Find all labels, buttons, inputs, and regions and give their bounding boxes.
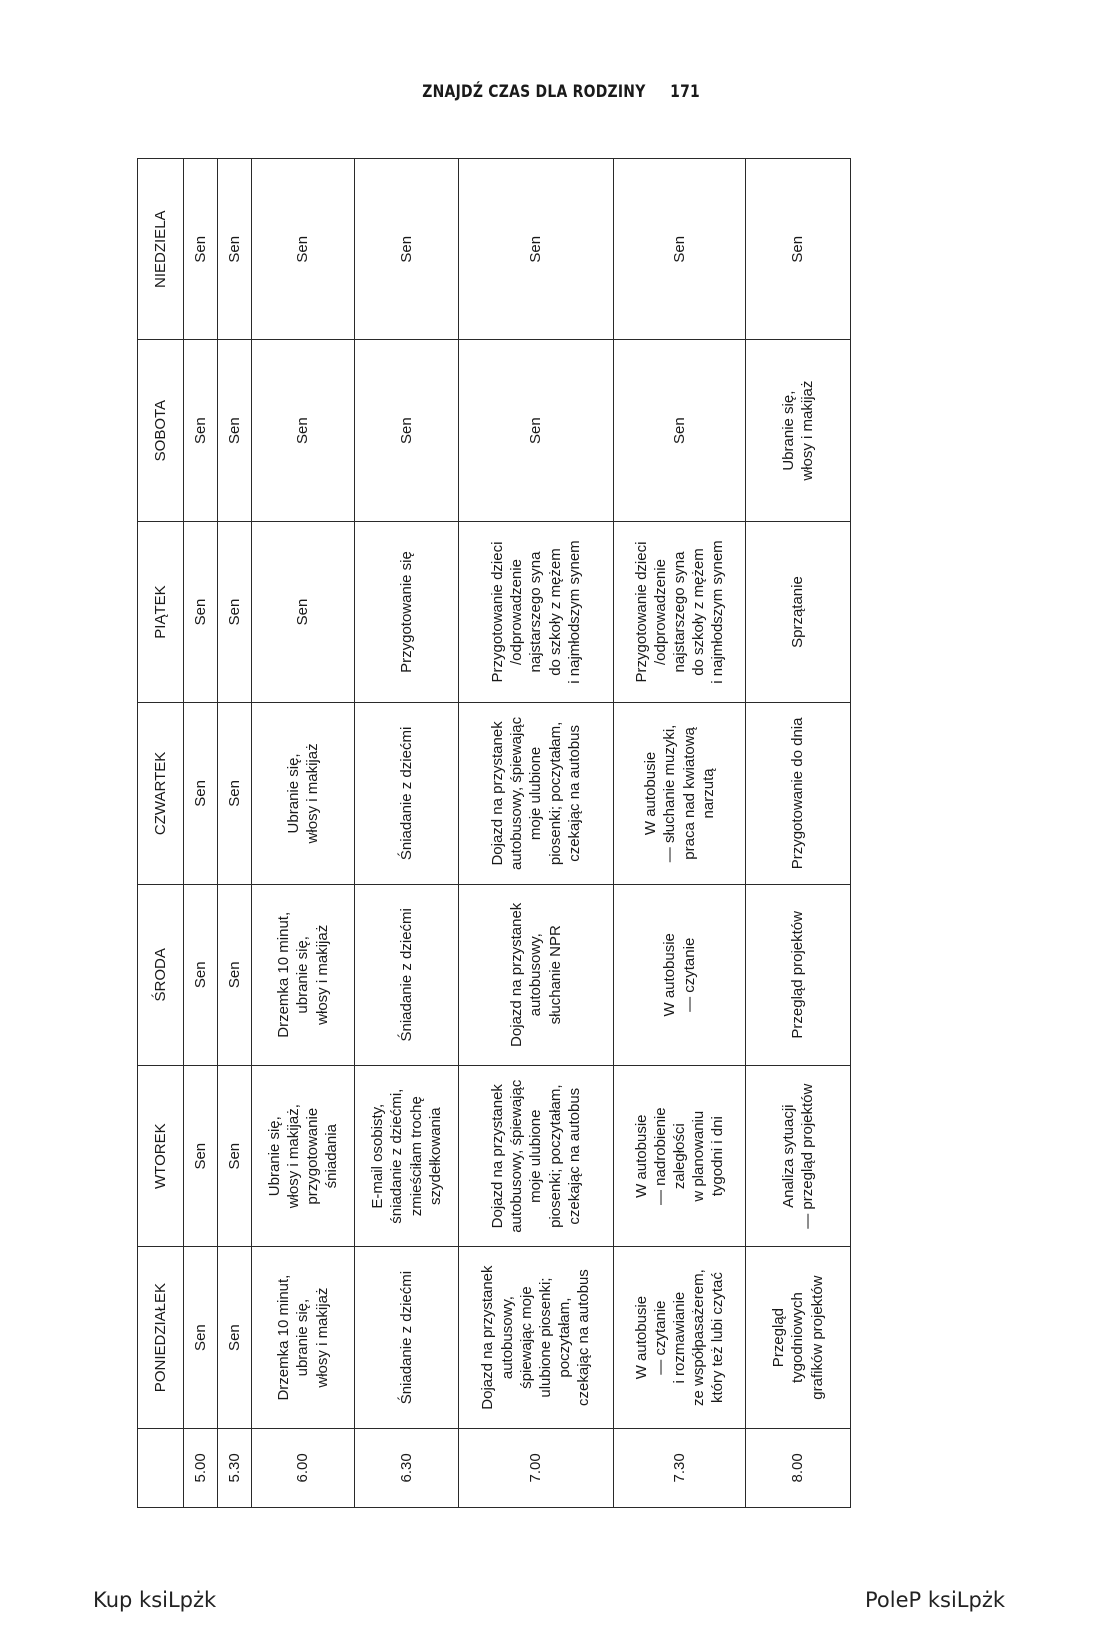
- table-cell: Sen: [459, 340, 614, 521]
- schedule-table: [137, 158, 851, 1508]
- table-cell: Sen: [184, 703, 218, 884]
- time-cell: 7.30: [614, 1428, 746, 1507]
- recommend-book-link[interactable]: PoleP ksiLpżk: [865, 1588, 1006, 1612]
- table-cell: W autobusie — słuchanie muzyki, praca nad kwiatową narzutą: [614, 703, 746, 884]
- time-cell: 7.00: [459, 1428, 614, 1507]
- table-cell: Sen: [252, 340, 355, 521]
- table-cell: Sen: [218, 703, 252, 884]
- table-row: [218, 159, 252, 1508]
- buy-book-link[interactable]: Kup ksiLpżk: [93, 1588, 217, 1612]
- time-cell: 5.30: [218, 1428, 252, 1507]
- table-cell: Dojazd na przystanek autobusowy, śpiewając moje ulubione piosenki; poczytałam, czekając na autobus: [459, 703, 614, 884]
- table-cell: Sprzątanie: [746, 521, 851, 702]
- table-cell: Sen: [614, 340, 746, 521]
- page-number: 171: [670, 82, 700, 102]
- table-cell: Sen: [355, 340, 459, 521]
- table-cell: Przegląd projektów: [746, 884, 851, 1065]
- table-cell: Sen: [218, 1247, 252, 1428]
- table-cell: Analiza sytuacji — przegląd projektów: [746, 1066, 851, 1247]
- table-cell: Drzemka 10 minut, ubranie się, włosy i makijaż: [252, 884, 355, 1065]
- day-header: NIEDZIELA: [138, 159, 184, 340]
- table-cell: Sen: [459, 159, 614, 340]
- table-cell: Przygotowanie się: [355, 521, 459, 702]
- table-cell: Sen: [218, 884, 252, 1065]
- table-cell: E-mail osobisty, śniadanie z dziećmi, zmieściłam trochę szydełkowania: [355, 1066, 459, 1247]
- page-header: [126, 82, 700, 102]
- table-cell: Śniadanie z dziećmi: [355, 1247, 459, 1428]
- table-cell: Sen: [184, 340, 218, 521]
- time-cell: 5.00: [184, 1428, 218, 1507]
- schedule-table-wrapper: [137, 158, 850, 1508]
- table-row: [252, 159, 355, 1508]
- table-cell: Dojazd na przystanek autobusowy, śpiewając moje ulubione piosenki; poczytałam, czekając na autobus: [459, 1247, 614, 1428]
- day-header: WTOREK: [138, 1066, 184, 1247]
- table-cell: Drzemka 10 minut, ubranie się, włosy i makijaż: [252, 1247, 355, 1428]
- header-row: [138, 159, 184, 1508]
- day-header: CZWARTEK: [138, 703, 184, 884]
- corner-cell: [138, 1428, 184, 1507]
- table-cell: Przygotowanie dzieci /odprowadzenie najstarszego syna do szkoły z mężem i najmłodszym synem: [459, 521, 614, 702]
- day-header: PIĄTEK: [138, 521, 184, 702]
- day-header: PONIEDZIAŁEK: [138, 1247, 184, 1428]
- table-cell: Przygotowanie dzieci /odprowadzenie najstarszego syna do szkoły z mężem i najmłodszym synem: [614, 521, 746, 702]
- table-cell: Przygotowanie do dnia: [746, 703, 851, 884]
- table-cell: Sen: [184, 521, 218, 702]
- table-cell: Sen: [218, 159, 252, 340]
- table-row: [355, 159, 459, 1508]
- table-cell: Sen: [184, 159, 218, 340]
- table-cell: Śniadanie z dziećmi: [355, 703, 459, 884]
- table-cell: Śniadanie z dziećmi: [355, 884, 459, 1065]
- time-cell: 8.00: [746, 1428, 851, 1507]
- table-cell: Sen: [746, 159, 851, 340]
- table-cell: Sen: [184, 1247, 218, 1428]
- table-cell: Sen: [218, 521, 252, 702]
- table-cell: Sen: [252, 521, 355, 702]
- table-cell: W autobusie — czytanie: [614, 884, 746, 1065]
- table-row: [614, 159, 746, 1508]
- running-title: ZNAJDŹ CZAS DLA RODZINY: [422, 82, 646, 102]
- table-row: [184, 159, 218, 1508]
- time-cell: 6.00: [252, 1428, 355, 1507]
- table-cell: W autobusie — nadrobienie zaległości w planowaniu tygodni i dni: [614, 1066, 746, 1247]
- table-cell: Sen: [252, 159, 355, 340]
- table-cell: Sen: [355, 159, 459, 340]
- table-cell: Dojazd na przystanek autobusowy, śpiewając moje ulubione piosenki; poczytałam, czekając na autobus: [459, 1066, 614, 1247]
- table-cell: Ubranie się, włosy i makijaż: [252, 703, 355, 884]
- table-cell: W autobusie — czytanie i rozmawianie ze współpasażerem, który też lubi czytać: [614, 1247, 746, 1428]
- table-cell: Przegląd tygodniowych grafików projektów: [746, 1247, 851, 1428]
- table-cell: Ubranie się, włosy i makijaż: [746, 340, 851, 521]
- table-row: [459, 159, 614, 1508]
- table-row: [746, 159, 851, 1508]
- table-cell: Sen: [218, 1066, 252, 1247]
- day-header: SOBOTA: [138, 340, 184, 521]
- table-cell: Dojazd na przystanek autobusowy, słuchanie NPR: [459, 884, 614, 1065]
- day-header: ŚRODA: [138, 884, 184, 1065]
- time-cell: 6.30: [355, 1428, 459, 1507]
- table-cell: Sen: [184, 884, 218, 1065]
- table-cell: Sen: [614, 159, 746, 340]
- table-cell: Sen: [184, 1066, 218, 1247]
- table-cell: Sen: [218, 340, 252, 521]
- table-cell: Ubranie się, włosy i makijaż, przygotowanie śniadania: [252, 1066, 355, 1247]
